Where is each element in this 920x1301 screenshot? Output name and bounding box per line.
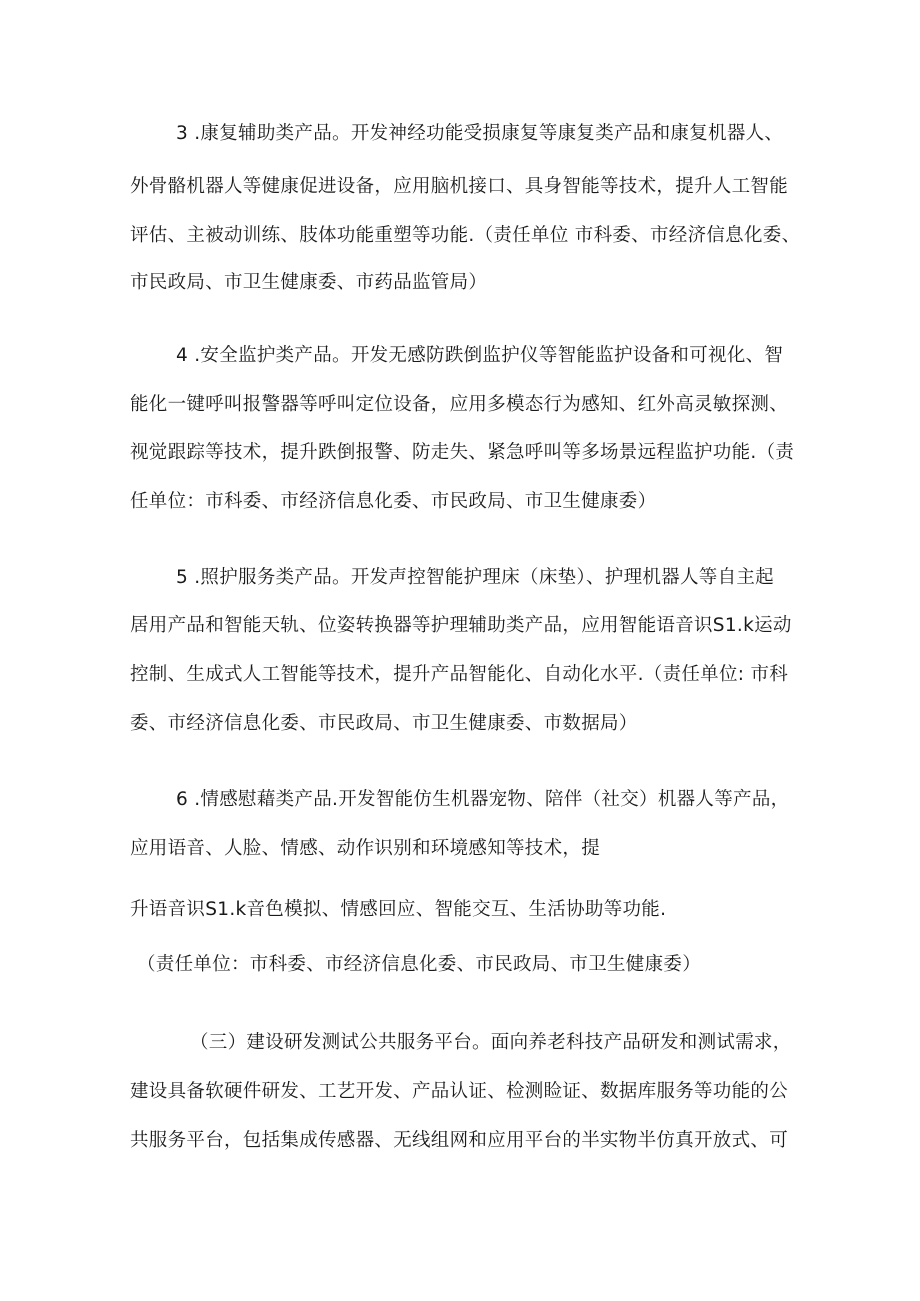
item4-line-2: 能化一键呼叫报警器等呼叫定位设备，应用多模态行为感知、红外高灵敏探测、 bbox=[130, 394, 789, 415]
item6-line-4: （责任单位：市科委、市经济信息化委、市民政局、市卫生健康委） bbox=[137, 954, 702, 975]
item6-line-1: 6 .情感慰藉类产品.开发智能仿生机器宠物、陪伴（社交）机器人等产品， bbox=[176, 789, 790, 810]
item5-line-1: 5 .照护服务类产品。开发声控智能护理床（床垫）、护理机器人等自主起 bbox=[176, 567, 774, 588]
item5-line-4: 委、市经济信息化委、市民政局、市卫生健康委、市数据局） bbox=[130, 713, 638, 734]
item5-line-2: 居用产品和智能天轨、位姿转换器等护理辅助类产品，应用智能语音识S1.k运动 bbox=[130, 615, 792, 636]
section3-line-2: 建设具备软硬件研发、工艺开发、产品认证、检测睑证、数据库服务等功能的公 bbox=[130, 1081, 789, 1102]
section3-line-3: 共服务平台，包括集成传感器、无线组网和应用平台的半实物半仿真开放式、可 bbox=[130, 1130, 789, 1151]
item4-line-4: 任单位：市科委、市经济信息化委、市民政局、市卫生健康委） bbox=[130, 491, 657, 512]
item3-line-1: 3 .康复辅助类产品。开发神经功能受损康复等康复类产品和康复机器人、 bbox=[176, 123, 784, 144]
section3-line-1: （三）建设研发测试公共服务平台。面向养老科技产品研发和测试需求， bbox=[190, 1032, 792, 1053]
item3-line-3: 评估、主被动训练、肢体功能重塑等功能.（责任单位 市科委、市经济信息化委、 bbox=[130, 225, 801, 246]
item3-line-2: 外骨骼机器人等健康促进设备，应用脑机接口、具身智能等技术，提升人工智能 bbox=[130, 176, 789, 197]
item4-line-1: 4 .安全监护类产品。开发无感防跌倒监护仪等智能监护设备和可视化、智 bbox=[176, 345, 784, 366]
item6-line-3: 升语音识S1.k音色模拟、情感回应、智能交互、生活协助等功能. bbox=[130, 899, 667, 920]
item3-line-4: 市民政局、市卫生健康委、市药品监管局） bbox=[130, 272, 488, 293]
item5-line-3: 控制、生成式人工智能等技术，提升产品智能化、自动化水平.（责任单位: 市科 bbox=[130, 664, 789, 685]
item4-line-3: 视觉跟踪等技术，提升跌倒报警、防走失、紧急呼叫等多场景远程监护功能.（责 bbox=[130, 442, 795, 463]
item6-line-2: 应用语音、人脸、情感、动作识别和环境感知等技术，提 bbox=[130, 838, 601, 859]
